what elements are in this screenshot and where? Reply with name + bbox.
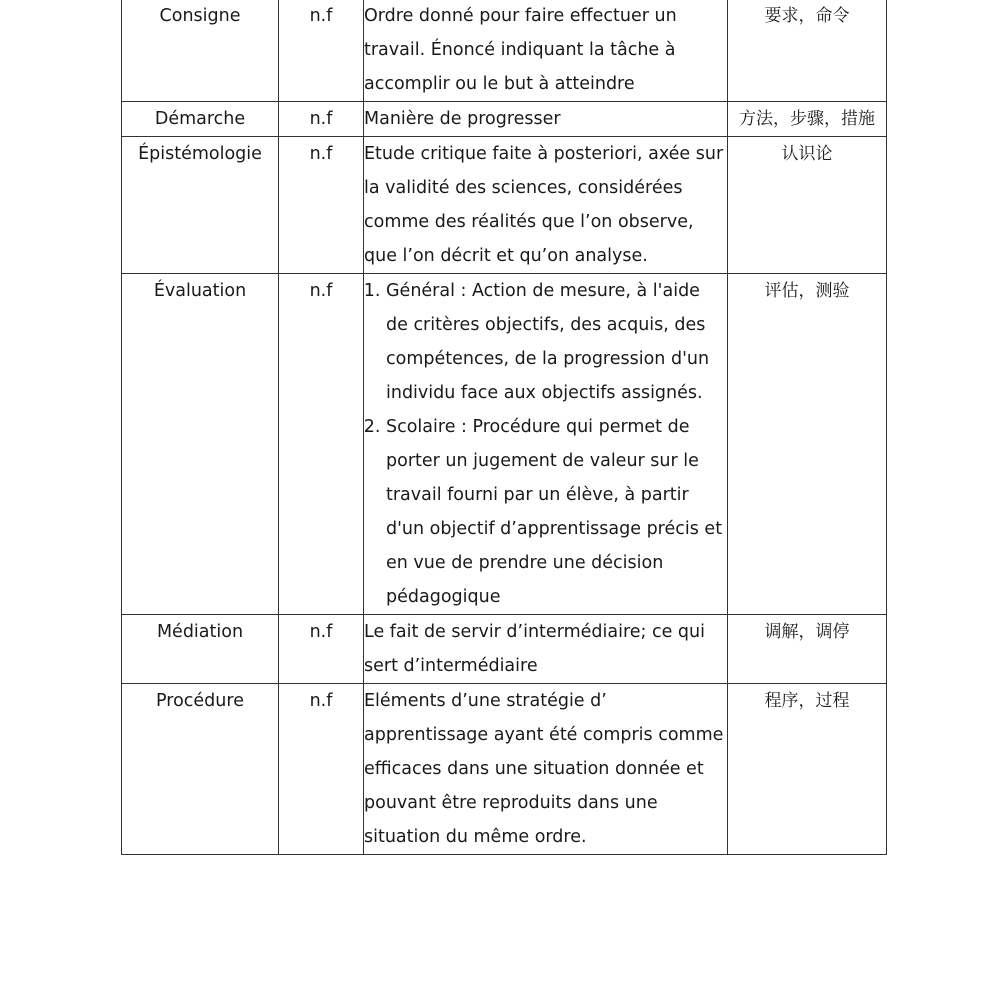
table-row [122,615,887,684]
chinese-translation-cell: 认识论 [728,137,887,274]
term-cell: Médiation [122,615,279,684]
type-cell: n.f [279,274,364,615]
definition-list-item: 2. Scolaire : Procédure qui permet de porter un jugement de valeur sur le travail fourni par un élève, à partir d'un objectif d’apprentissage précis et en vue de prendre une décision pédagogique [386,410,727,614]
table-row [122,137,887,274]
definition-cell: Eléments d’une stratégie d’ apprentissage ayant été compris comme efficaces dans une situation donnée et pouvant être reproduits dans une situation du même ordre. [364,684,728,855]
table-row [122,102,887,137]
chinese-translation-cell: 评估，测验 [728,274,887,615]
table-row [122,0,887,102]
chinese-translation-cell: 要求，命令 [728,0,887,102]
definition-cell: Le fait de servir d’intermédiaire; ce qui sert d’intermédiaire [364,615,728,684]
chinese-translation-cell: 程序，过程 [728,684,887,855]
definition-list [364,274,727,614]
definition-cell: Manière de progresser [364,102,728,137]
definition-cell [364,274,728,615]
type-cell: n.f [279,615,364,684]
definition-list-item: 1. Général : Action de mesure, à l'aide de critères objectifs, des acquis, des compétences, de la progression d'un individu face aux objectifs assignés. [386,274,727,410]
table-row [122,684,887,855]
term-cell: Consigne [122,0,279,102]
table-row [122,274,887,615]
definition-cell: Ordre donné pour faire effectuer un travail. Énoncé indiquant la tâche à accomplir ou le but à atteindre [364,0,728,102]
type-cell: n.f [279,102,364,137]
term-cell: Démarche [122,102,279,137]
type-cell: n.f [279,137,364,274]
type-cell: n.f [279,684,364,855]
definition-cell: Etude critique faite à posteriori, axée sur la validité des sciences, considérées comme des réalités que l’on observe, que l’on décrit et qu’on analyse. [364,137,728,274]
term-cell: Évaluation [122,274,279,615]
glossary-table [121,0,887,855]
term-cell: Procédure [122,684,279,855]
chinese-translation-cell: 调解，调停 [728,615,887,684]
chinese-translation-cell: 方法，步骤，措施 [728,102,887,137]
term-cell: Épistémologie [122,137,279,274]
type-cell: n.f [279,0,364,102]
